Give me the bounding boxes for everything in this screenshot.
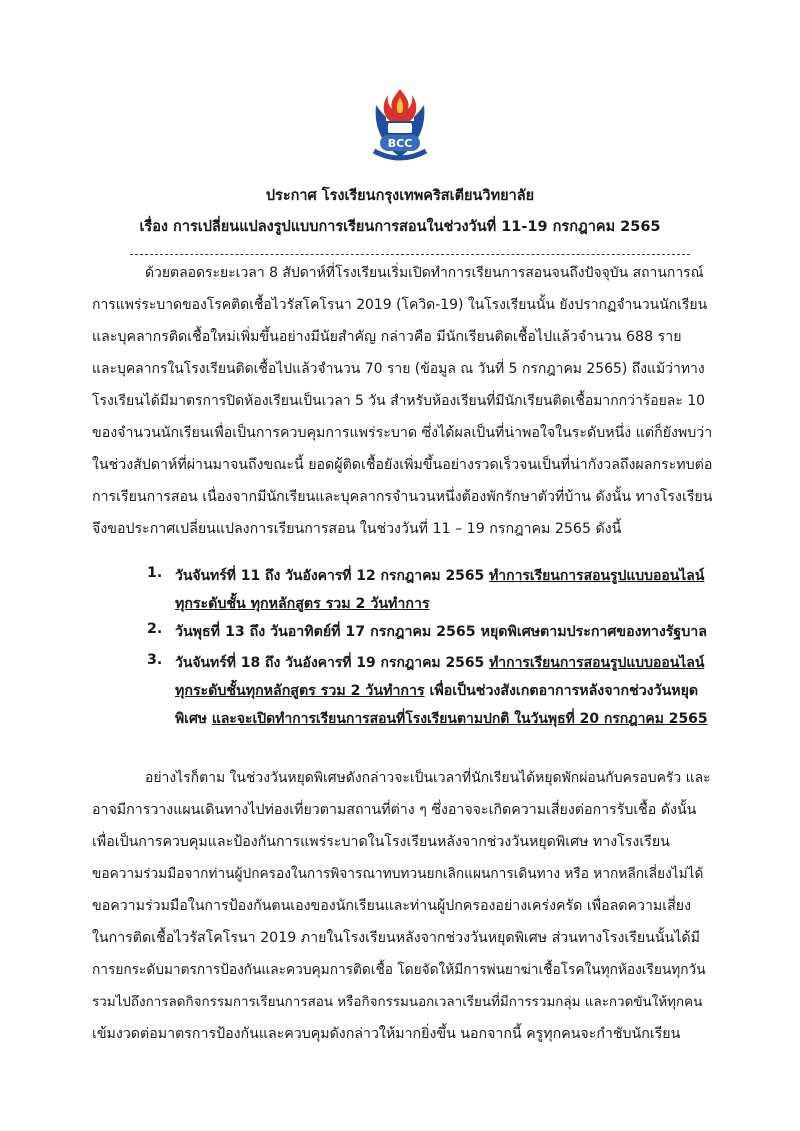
text-line: ในการติดเชื้อไวรัสโคโรนา 2019 ภายในโรงเรียนหลังจากช่วงวันหยุดพิเศษ ส่วนทางโรงเรียนนั้นได้มี — [92, 930, 700, 946]
list-item: วันจันทร์ที่ 11 ถึง วันอังคารที่ 12 กรกฎาคม 2565 ทำการเรียนการสอนรูปแบบออนไลน์ — [175, 568, 705, 584]
text-line: และบุคลากรในโรงเรียนติดเชื้อไปแล้วจำนวน 70 ราย (ข้อมูล ณ วันที่ 5 กรกฎาคม 2565) ถึงแม้ว่าทาง — [92, 361, 705, 377]
text-line: เข้มงวดต่อมาตรการป้องกันและควบคุมดังกล่าวให้มากยิ่งขึ้น นอกจากนี้ ครูทุกคนจะกำชับนักเรียน — [92, 1026, 681, 1042]
text-line: ด้วยตลอดระยะเวลา 8 สัปดาห์ที่โรงเรียนเริ่มเปิดทำการเรียนการสอนจนถึงปัจจุบัน สถานการณ์ — [145, 265, 704, 281]
text-line: ในช่วงสัปดาห์ที่ผ่านมาจนถึงขณะนี้ ยอดผู้ติดเชื้อยังเพิ่มขึ้นอย่างรวดเร็วจนเป็นที่น่ากังวลถึงผลกระทบต่อ — [92, 457, 713, 473]
text-line: โรงเรียนได้มีมาตรการปิดห้องเรียนเป็นเวลา 5 วัน สำหรับห้องเรียนที่มีนักเรียนติดเชื้อมากกว่าร้อยละ 10 — [92, 393, 705, 409]
list-number: 2. — [147, 621, 163, 637]
text-line: การแพร่ระบาดของโรคติดเชื้อไวรัสโคโรนา 2019 (โควิด-19) ในโรงเรียนนั้น ยังปรากฏจำนวนนักเรียน — [92, 297, 708, 313]
school-crest-logo — [366, 85, 434, 167]
list-number: 1. — [147, 565, 163, 581]
text-line: อย่างไรก็ตาม ในช่วงวันหยุดพิเศษดังกล่าวจะเป็นเวลาที่นักเรียนได้หยุดพักผ่อนกับครอบครัว และ — [145, 770, 711, 786]
text-line: จึงขอประกาศเปลี่ยนแปลงการเรียนการสอน ในช่วงวันที่ 11 – 19 กรกฎาคม 2565 ดังนี้ — [92, 521, 622, 537]
dashed-divider — [130, 254, 690, 255]
list-item: วันจันทร์ที่ 18 ถึง วันอังคารที่ 19 กรกฎาคม 2565 ทำการเรียนการสอนรูปแบบออนไลน์ — [175, 655, 705, 671]
text-line: ขอความร่วมมือจากท่านผู้ปกครองในการพิจารณาทบทวนยกเลิกแผนการเดินทาง หรือ หากหลีกเลี่ยงไม่ได้ — [92, 866, 704, 882]
svg-text:BCC: BCC — [387, 137, 413, 150]
text-line: การยกระดับมาตรการป้องกันและควบคุมการติดเชื้อ โดยจัดให้มีการพ่นยาฆ่าเชื้อโรคในทุกห้องเรียนทุกวัน — [92, 962, 706, 978]
text-line: การเรียนการสอน เนื่องจากมีนักเรียนและบุคลากรจำนวนหนึ่งต้องพักรักษาตัวที่บ้าน ดังนั้น ทางโรงเรียน — [92, 489, 713, 505]
text-line: รวมไปถึงการลดกิจกรรมการเรียนการสอน หรือกิจกรรมนอกเวลาเรียนที่มีการรวมกลุ่ม และกวดขันให้ทุกคน — [92, 995, 703, 1010]
text-line: เพื่อเป็นการควบคุมและป้องกันการแพร่ระบาดในโรงเรียนหลังจากช่วงวันหยุดพิเศษ ทางโรงเรียน — [92, 834, 670, 850]
text-line: และบุคลากรติดเชื้อใหม่เพิ่มขึ้นอย่างมีนัยสำคัญ กล่าวคือ มีนักเรียนติดเชื้อไปแล้วจำนวน 688 ราย — [92, 329, 682, 345]
text-line: ของจำนวนนักเรียนเพื่อเป็นการควบคุมการแพร่ระบาด ซึ่งได้ผลเป็นที่น่าพอใจในระดับหนึ่ง แต่ก็ยังพบว่า — [92, 425, 713, 441]
announcement-title: ประกาศ โรงเรียนกรุงเทพคริสเตียนวิทยาลัย — [265, 188, 535, 204]
announcement-subject: เรื่อง การเปลี่ยนแปลงรูปแบบการเรียนการสอนในช่วงวันที่ 11-19 กรกฎาคม 2565 — [139, 219, 661, 235]
list-item-continuation: พิเศษ และจะเปิดทำการเรียนการสอนที่โรงเรียนตามปกติ ในวันพุธที่ 20 กรกฎาคม 2565 — [175, 711, 708, 727]
list-item-continuation: ทุกระดับชั้น ทุกหลักสูตร รวม 2 วันทำการ — [175, 596, 430, 612]
list-item: วันพุธที่ 13 ถึง วันอาทิตย์ที่ 17 กรกฎาคม 2565 หยุดพิเศษตามประกาศของทางรัฐบาล — [175, 624, 707, 640]
list-number: 3. — [147, 652, 163, 668]
text-line: ขอความร่วมมือในการป้องกันตนเองของนักเรียนและท่านผู้ปกครองอย่างเคร่งครัด เพื่อลดความเสี่ยง — [92, 898, 692, 914]
list-item-continuation: ทุกระดับชั้นทุกหลักสูตร รวม 2 วันทำการ เพื่อเป็นช่วงสังเกตอาการหลังจากช่วงวันหยุด — [175, 683, 699, 699]
text-line: อาจมีการวางแผนเดินทางไปท่องเที่ยวตามสถานที่ต่าง ๆ ซึ่งอาจจะเกิดความเสี่ยงต่อการรับเชื้อ ดังนั้น — [92, 802, 697, 818]
